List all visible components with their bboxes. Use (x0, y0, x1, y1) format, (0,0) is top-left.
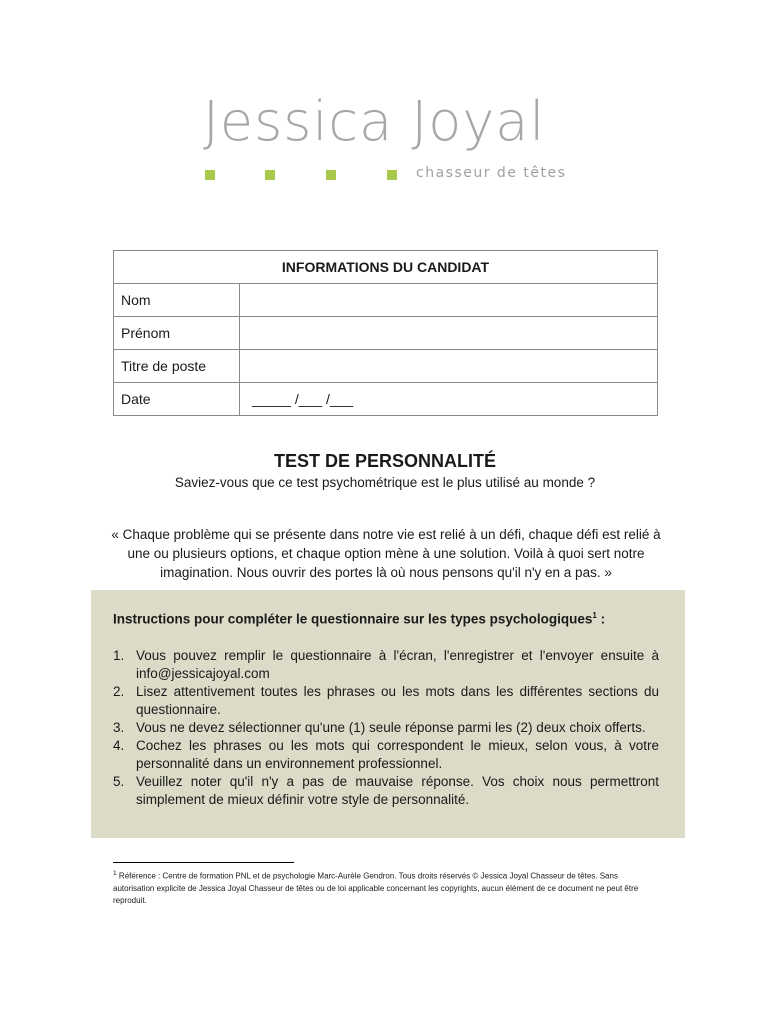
list-item: 3. Vous ne devez sélectionner qu'une (1) seule réponse parmi les (2) deux choix offerts. (113, 720, 646, 735)
prenom-field[interactable] (240, 317, 658, 350)
quote-text: « Chaque problème qui se présente dans notre vie est relié à un défi, chaque défi est relié à une ou plusieurs options, et chaque option mène à une solution. Voilà à quoi sert notre imagination. Nous ouvrir des portes là où nous pensons qu'il n'y en a pas. » (111, 527, 661, 580)
table-row (114, 383, 658, 416)
instructions-list (113, 647, 659, 809)
test-title: TEST DE PERSONNALITÉ (273, 451, 497, 471)
logo-square-icon (205, 170, 215, 180)
table-row (114, 284, 658, 317)
logo-square-icon (326, 170, 336, 180)
candidate-table-header: INFORMATIONS DU CANDIDAT (114, 251, 658, 284)
instructions-box (91, 590, 685, 838)
footnote: $^1$ Référence : Centre de formation PNL et de psychologie Marc-Aurèle Gendron. Tous droits réservés © Jessica Joyal Chasseur de têtes. Sans autorisation explicite de Jessica Joyal Chasseur de têtes ou de loi applicable concernant les copyrights, aucun élément de ce document ne peut être reproduit. (113, 870, 639, 905)
footnote-separator (113, 862, 294, 863)
company-logo (0, 0, 770, 200)
instructions-title: Instructions pour compléter le questionnaire sur les types psychologiques$^1$ : (113, 611, 606, 627)
titre-poste-field[interactable] (240, 350, 658, 383)
candidate-info-table (113, 250, 658, 416)
nom-field[interactable] (240, 284, 658, 317)
field-label-titre-poste: Titre de poste (114, 350, 240, 383)
table-row (114, 350, 658, 383)
field-label-prenom: Prénom (114, 317, 240, 350)
date-field[interactable]: _____ /___ /___ (240, 383, 658, 416)
footnote-ref: 1 (592, 611, 597, 620)
list-item: 5. Veuillez noter qu'il n'y a pas de mauvaise réponse. Vos choix nous permettront simplement de mieux définir votre style de personnalité. (113, 774, 659, 807)
logo-square-icon (387, 170, 397, 180)
logo-tagline: chasseur de têtes (416, 165, 567, 181)
field-label-nom: Nom (114, 284, 240, 317)
test-subtitle: Saviez-vous que ce test psychométrique est le plus utilisé au monde ? (174, 475, 596, 490)
list-item: 2. Lisez attentivement toutes les phrases ou les mots dans les différentes sections du questionnaire. (113, 684, 659, 717)
list-item: 4. Cochez les phrases ou les mots qui correspondent le mieux, selon vous, à votre personnalité dans un environnement professionnel. (113, 738, 659, 771)
field-label-date: Date (114, 383, 240, 416)
list-item: 1. Vous pouvez remplir le questionnaire à l'écran, l'enregistrer et l'envoyer ensuite à info@jessicajoyal.com (113, 648, 659, 681)
table-row (114, 317, 658, 350)
logo-name: Jessica Joyal (203, 90, 546, 153)
logo-square-icon (265, 170, 275, 180)
